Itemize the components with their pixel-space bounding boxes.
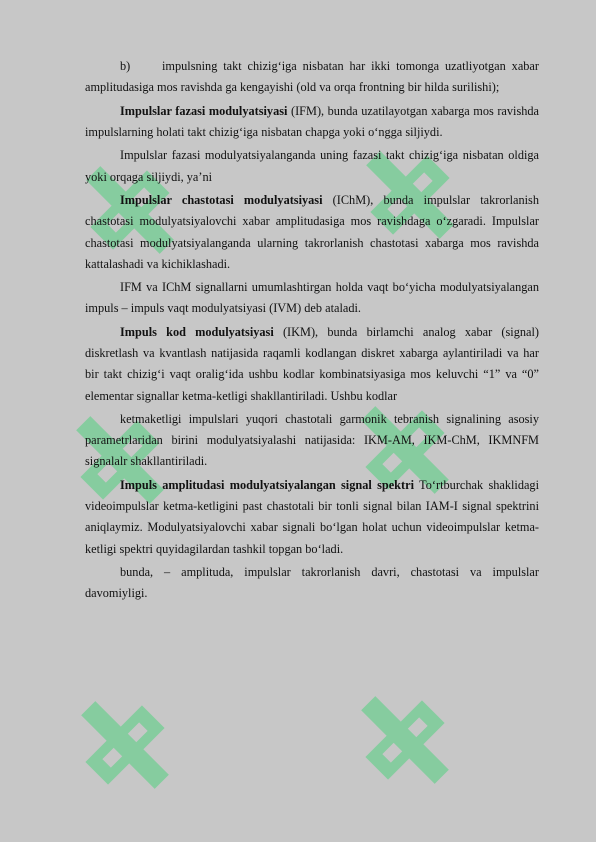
term-heading: Impulslar fazasi modulyatsiyasi [120,103,288,118]
paragraph-text: (IFM), bunda uzatilayotgan xabarga mos ravishda impulslarning holati takt chizig‘iga nisbatan chapga yoki o‘ngga siljiydi. [85,103,539,139]
paragraph-ivm [85,277,539,319]
paragraph-text: ketmaketligi impulslari yuqori chastotali garmonik tebranish signalining asosiy parametrlaridan birini modulyatsiyalashi natijasida: IKM-AM, IKM-ChM, IKMNFM signalalr shakllantiriladi. [85,412,539,469]
paragraph-text: IFM va IChM signallarni umumlashtirgan holda vaqt bo‘yicha modulyatsiyalangan impuls – impuls vaqt modulyatsiyasi (IVM) deb ataladi. [85,280,539,316]
paragraph-text: impulsning takt chizig‘iga nisbatan har ikki tomonga uzatliyotgan xabar amplitudasiga mos ravishda ga kengayishi (old va orqa frontning bir hilda surilishi); [85,59,539,95]
document-body [85,56,539,607]
paragraph-ikm-signals [85,409,539,473]
list-marker: b) [120,59,131,73]
paragraph-text: bunda, – amplituda, impulslar takrorlanish davri, chastotasi va impulslar davomiyligi. [85,565,539,601]
paragraph-text: To‘rtburchak shaklidagi videoimpulslar ketma-ketligini past chastotali bir tonli signal bilan IAM-I signal spektrini aniqlaymiz. Modulyatsiyalovchi xabar signali bo‘lgan holat uchun videoimpulslar ketma-ketligi spektri quyidagilardan tashkil topgan bo‘ladi. [85,477,539,556]
paragraph-iam-spectrum [85,475,539,560]
term-heading: Impulslar chastotasi modulyatsiyasi [120,193,323,208]
term-heading: Impuls amplitudasi modulyatsiyalangan signal spektri [120,477,414,492]
paragraph-text: Impulslar fazasi modulyatsiyalanganda uning fazasi takt chizig‘iga nisbatan oldiga yoki orqaga siljiydi, ya’ni [85,148,539,184]
paragraph-ikm [85,322,539,407]
term-heading: Impuls kod modulyatsiyasi [120,324,274,339]
paragraph-ichm [85,190,539,275]
paragraph-ifm-phase [85,145,539,187]
paragraph-definitions [85,562,539,604]
paragraph-text: (IKM), bunda birlamchi analog xabar (signal) diskretlash va kvantlash natijasida raqamli kodlangan diskret xabarga aylantiriladi va har bir takt chizig‘i vaqt oralig‘ida ushbu kodlar kombinatsiyasiga mos keluvchi “1” va “0” elementar signallar ketma-ketligi shakllantiriladi. Ushbu kodlar [85,324,539,403]
paragraph-text: (IChM), bunda impulslar takrorlanish chastotasi modulyatsiyalovchi xabar amplitudasiga mos ravishdaga o‘zgaradi. Impulslar chastotasi modulyatsiyalanganda ularning takrorlanish chastotasi xabarga mos ravishda kattalashadi va kichiklashadi. [85,193,539,271]
paragraph-list-item-b [85,56,539,98]
paragraph-ifm [85,101,539,143]
